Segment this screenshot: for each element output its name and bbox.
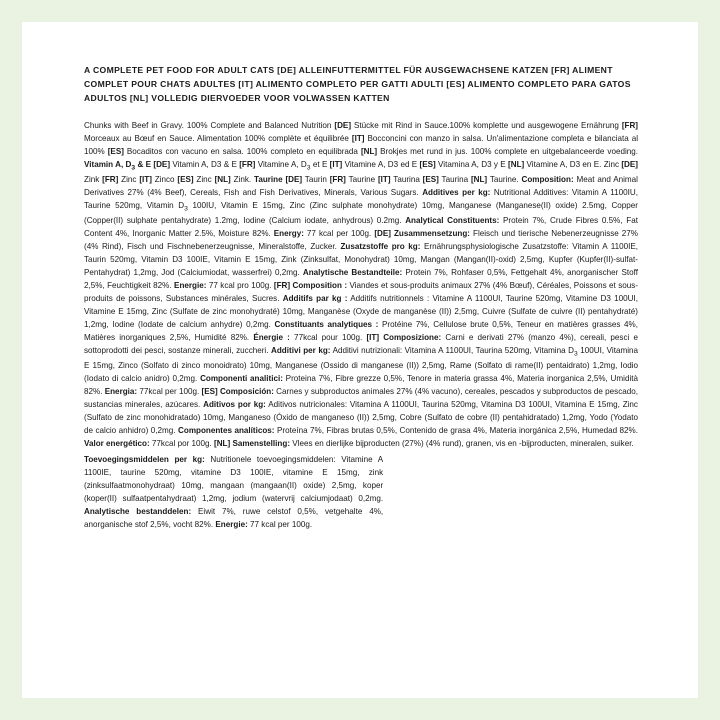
label-heading: A COMPLETE PET FOOD FOR ADULT CATS [DE] ALLEINFUTTERMITTEL FÜR AUSGEWACHSENE KATZEN [FR] ALIMENT COMPLET POUR CHATS ADULTES [IT] ALIMENTO COMPLETO PER GATTI ADULTI [ES] ALIMENTO COMPLETO PARA GATOS ADULTOS [NL] VOLLEDIG DIERVOEDER VOOR VOLWASSEN KATTEN (84, 65, 631, 103)
label-text-panel (22, 22, 698, 698)
label-tail-text: Toevoegingsmiddelen per kg: Nutritionele toevoegingsmiddelen: Vitamine A 1100IE, taurine 520mg, vitamine D3 100IE, vitamine E 15mg, zink (zinksulfaatmonohydraat) 10mg, mangaan (mangaan(II) oxide) 2,5mg, koper (koper(II) sulfaatpentahydraat) 1,2mg, jodium (watervrij calciumjodaat) 0,2mg. Analytische bestanddelen: Eiwit 7%, ruwe celstof 0,5%, vetgehalte 4%, anorganische stof 2,5%, vocht 82%. Energie: 77 kcal per 100g. (84, 454, 384, 530)
label-main-text: Chunks with Beef in Gravy. 100% Complete and Balanced Nutrition [DE] Stücke mit Rind in Sauce.100% komplette und ausgewogene Ernährung [FR] Morceaux au Bœuf en Sauce. Alimentation 100% complète et équilibrée [IT] Bocconcini con manzo in salsa. Un'alimentazione completa e bilanciata al 100% [ES] Bocaditos con vacuno en salsa. 100% completo en equilibrada [NL] Brokjes met rund in jus. 100% complete en uitgebalanceerde voeding. Vitamin A, $D_3$ & E [DE] Vitamin A, D3 & E [FR] Vitamine A, $D_3$ et E [IT] Vitamine A, D3 ed E [ES] Vitamina A, D3 y E [NL] Vitamine A, D3 en E. Zinc [DE] Zink [FR] Zinc [IT] Zinco [ES] Zinc [NL] Zink. Taurine [DE] Taurin [FR] Taurine [IT] Taurina [ES] Taurina [NL] Taurine. Composition: Meat and Animal Derivatives 27% (4% Beef), Cereals, Fish and Fish Derivatives, Minerals, Various Sugars. Additives per kg: Nutritional Additives: Vitamin A 1100IU, Taurine 520mg, Vitamin $D_3$ 100IU, Vitamin E 15mg, Zinc (Zinc sulphate monohydrate) 10mg, Manganese (Manganese(II) oxide) 2.5mg, Copper (Copper(II) sulphate pentahydrate) 1.2mg, Iodine (Calcium iodate, anhydrous) 0.2mg. Analytical Constituents: Protein 7%, Crude Fibres 0.5%, Fat Content 4%, Inorganic Matter 2.5%, Moisture 82%. Energy: 77 kcal per 100g. [DE] Zusammensetzung: Fleisch und tierische Nebenerzeugnisse 27% (4% Rind), Fisch und Fischnebenerzeugnisse, Mineralstoffe, Zucker. Zusatzstoffe pro kg: Ernährungsphysiologische Zusatzstoffe: Vitamin A 1100IE, Taurin 520mg, Vitamin D3 100IE, Vitamin E 15mg, Zink (Zinksulfat, Monohydrat) 10mg, Mangan (Mangan(II)-oxid) 2,5mg, Kupfer (Kupfer(II)-sulfat-Pentahydrat) 1,2mg, Jod (Calciumiodat, wasserfrei) 0,2mg. Analytische Bestandteile: Protein 7%, Rohfaser 0,5%, Fettgehalt 4%, anorganischer Stoff 2,5%, Feuchtigkeit 82%. Energie: 77 kcal pro 100g. [FR] Composition : Viandes et sous-produits animaux 27% (4% Bœuf), Céréales, Poissons et sous-produits de poissons, Substances minérales, Sucres. Additifs par kg : Additifs nutritionnels : Vitamine A 1100UI, Taurine 520mg, Vitamine D3 100UI, Vitamine E 15mg, Zinc (Sulfate de zinc monohydraté) 10mg, Manganèse (Oxyde de manganèse (II)) 2,5mg, Cuivre (Sulfate de cuivre (II) pentahydraté) 1,2mg, Iodine (Iodate de calcium anhydre) 0,2mg. Constituants analytiques : Protéine 7%, Cellulose brute 0,5%, Teneur en matières grasses 4%, Matières inorganiques 2,5%, Humidité 82%. Énergie : 77kcal pour 100g. [IT] Composizione: Carni e derivati 27% (manzo 4%), cereali, pesci e sottoprodotti dei pesci, sostanze minerali, zuccheri. Additivi per kg: Additivi nutrizionali: Vitamina A 1100UI, Taurina 520mg, Vitamina $D_3$ 100UI, Vitamina E 15mg, Zinco (Solfato di zinco monoidrato) 10mg, Manganese (Ossido di manganese (II)) 2,5mg, Rame (Solfato di rame(II) pentaidrato) 1,2mg, Iodio (Iodato di calcio anidro) 0,2mg. Componenti analitici: Proteina 7%, Fibre grezze 0,5%, Tenore in materia grassa 4%, Materia inorganica 2,5%, Umidità 82%. Energia: 77kcal per 100g. [ES] Composición: Carnes y subproductos animales 27% (4% vacuno), cereales, pescados y subproductos de pescado, sustancias minerales, azúcares. Aditivos por kg: Aditivos nutricionales: Vitamina A 1100UI, Taurina 520mg, Vitamina D3 100UI, Vitamina E 15mg, Zinc (Sulfato de zinc monohidratado) 10mg, Manganeso (Óxido de manganeso (II)) 2,5mg, Cobre (Sulfato de cobre (II) pentahidratado) 1,2mg, Yodo (Yodato de calcio anhidro) 0,2mg. Componentes analíticos: Proteína 7%, Fibras brutas 0,5%, Contenido de grasa 4%, Materia inorgánica 2,5%, Humedad 82%. Valor energético: 77kcal por 100g. [NL] Samenstelling: Vlees en dierlijke bijproducten (27%) (4% rund), granen, vis en -bijproducten, mineralen, suiker. (84, 120, 639, 448)
